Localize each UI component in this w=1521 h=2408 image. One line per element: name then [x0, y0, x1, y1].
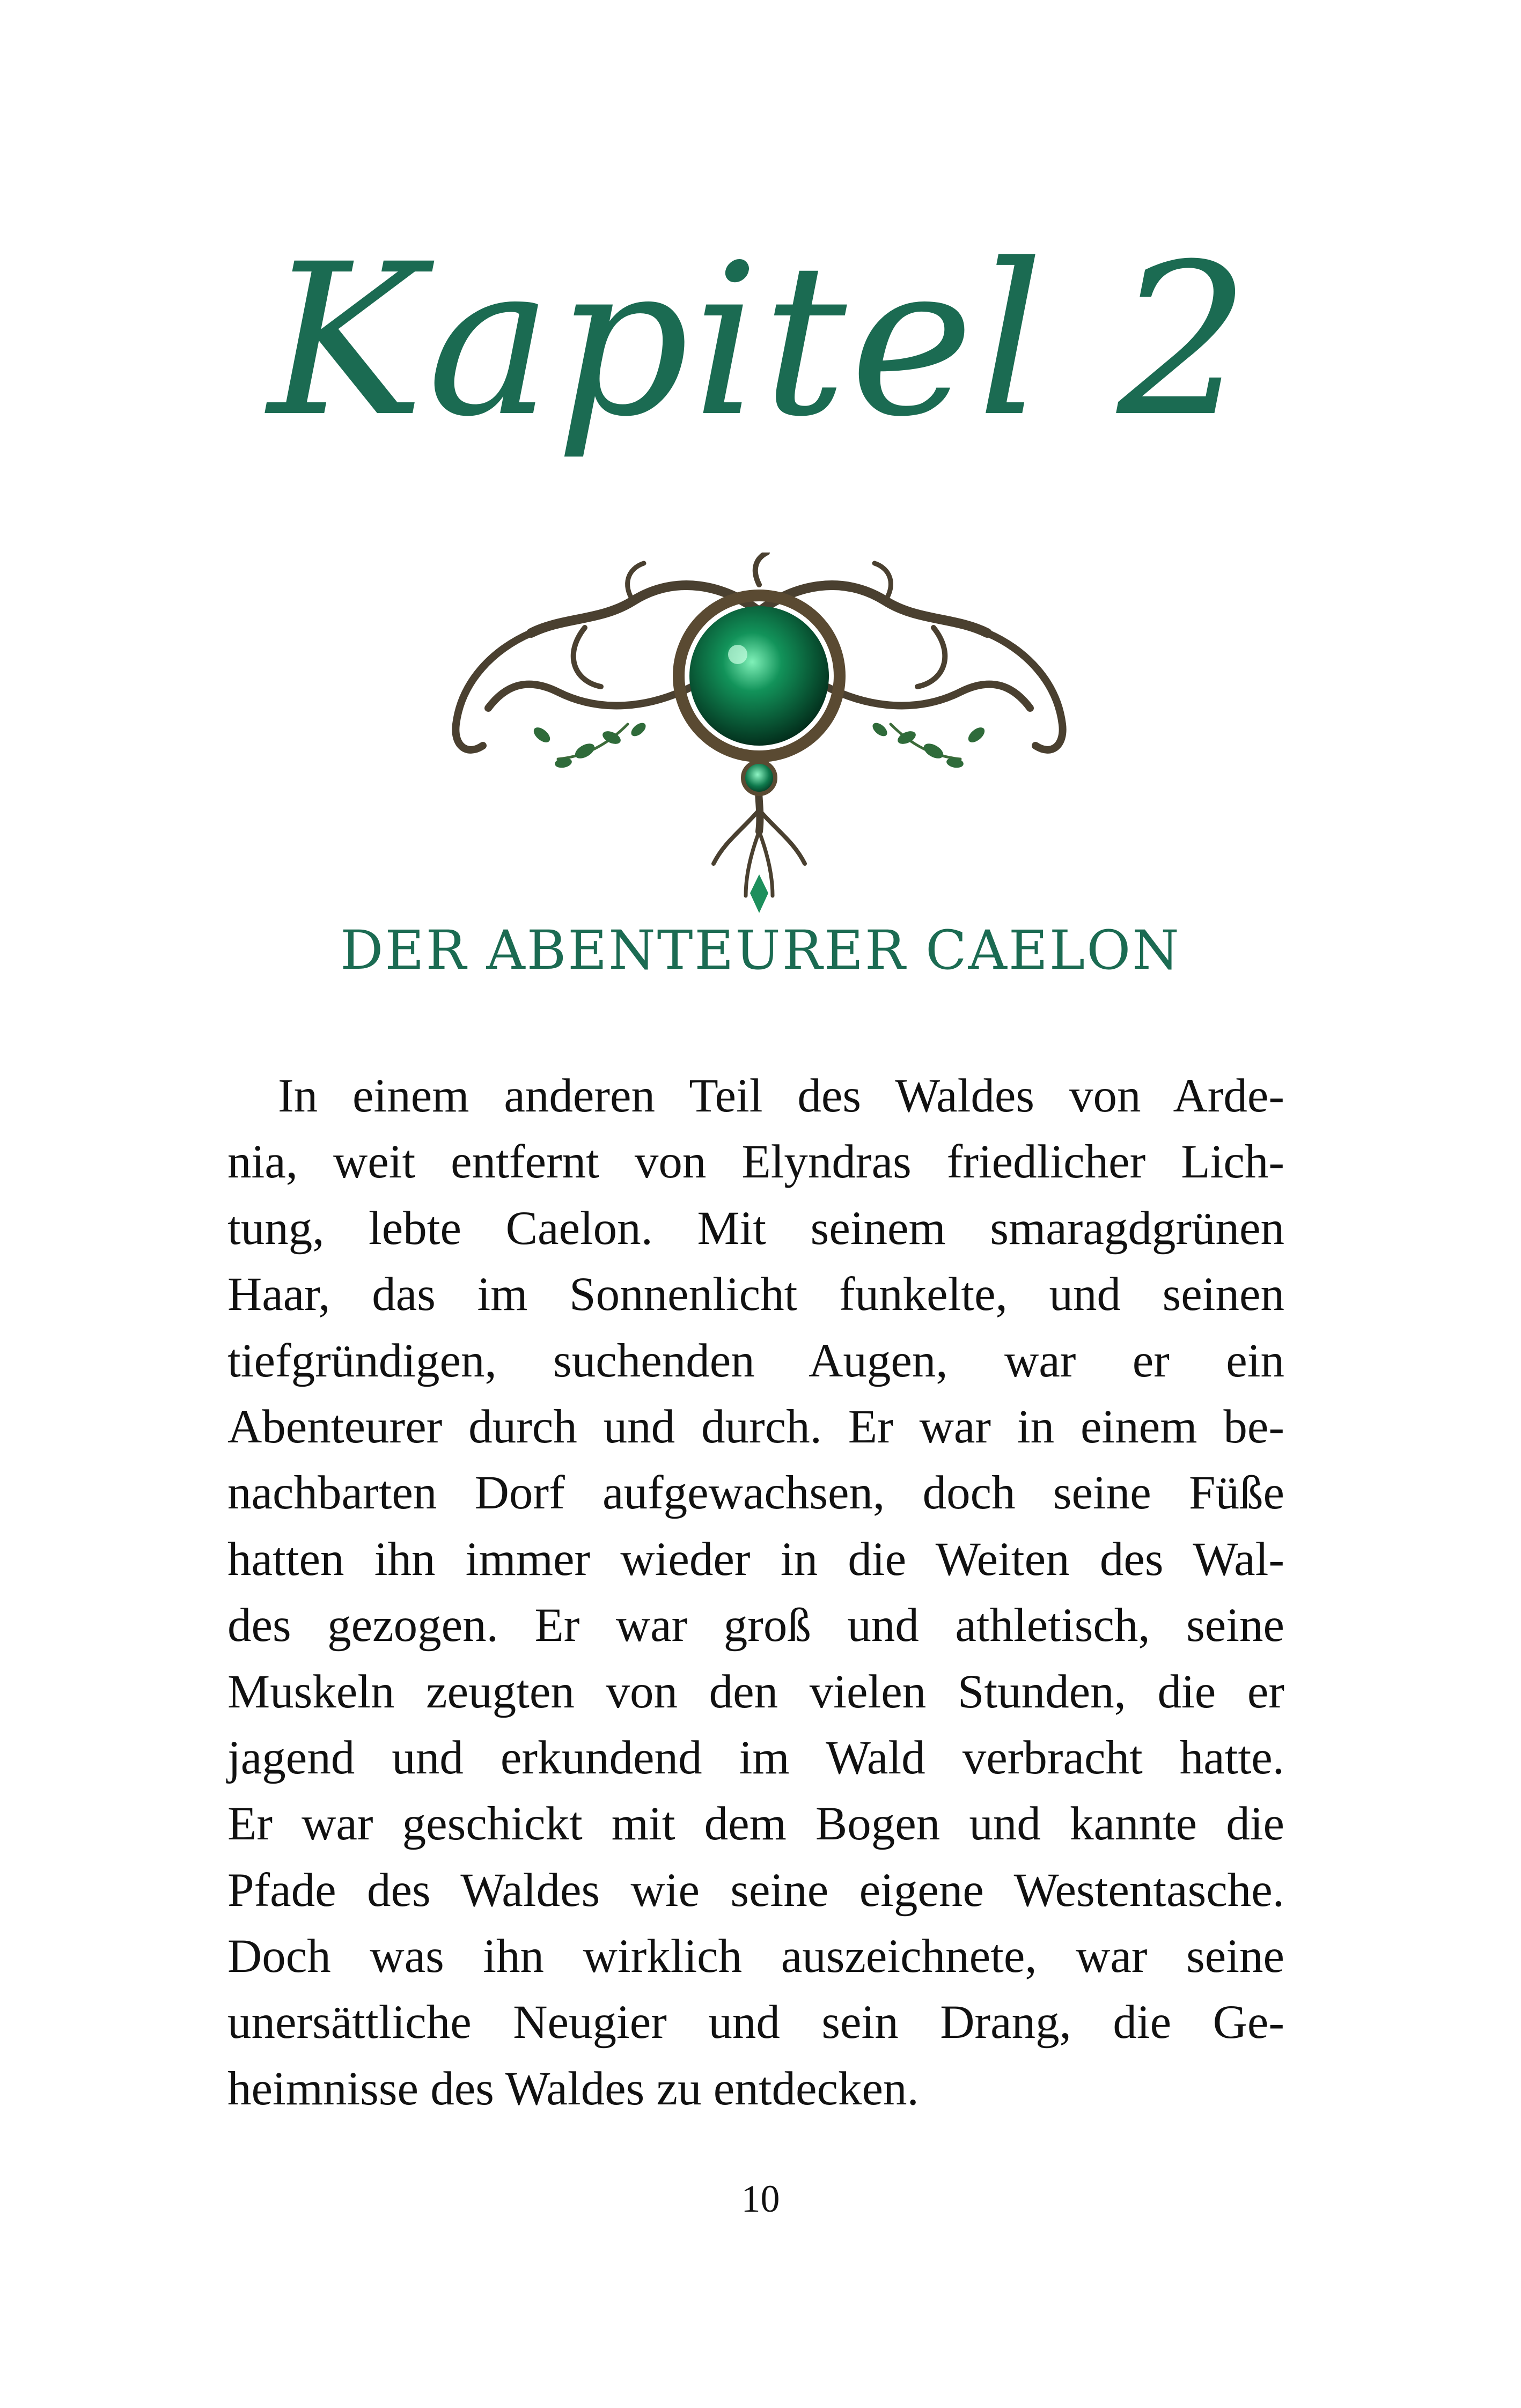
chapter-title: Kapitel 2: [268, 219, 1253, 462]
text-line: Haar, das im Sonnenlicht funkelte, und seinen: [227, 1268, 1284, 1321]
text-line: Abenteurer durch und durch. Er war in einem be-: [227, 1400, 1284, 1453]
chapter-subtitle: DER ABENTEURER CAELON: [340, 919, 1181, 982]
page-number: 10: [741, 2177, 780, 2220]
text-line: Doch was ihn wirklich auszeichnete, war seine: [227, 1930, 1284, 1983]
chapter-body-text: [227, 1063, 1284, 2122]
text-line: unersättliche Neugier und sein Drang, die Ge-: [227, 1996, 1284, 2049]
text-line: Muskeln zeugten von den vielen Stunden, die er: [227, 1665, 1284, 1718]
text-line: heimnisse des Waldes zu entdecken.: [227, 2062, 919, 2115]
text-line: tiefgründigen, suchenden Augen, war er ein: [227, 1334, 1284, 1387]
text-line: nia, weit entfernt von Elyndras friedlicher Lich-: [227, 1136, 1284, 1189]
text-line: Er war geschickt mit dem Bogen und kannte die: [227, 1798, 1284, 1851]
text-line: des gezogen. Er war groß und athletisch, seine: [227, 1599, 1284, 1652]
text-line: jagend und erkundend im Wald verbracht hatte.: [227, 1731, 1284, 1784]
text-line: nachbarten Dorf aufgewachsen, doch seine Füße: [227, 1467, 1284, 1520]
vine-ornament-icon: [424, 553, 1094, 917]
text-line: tung, lebte Caelon. Mit seinem smaragdgrünen: [227, 1202, 1284, 1255]
text-line: Pfade des Waldes wie seine eigene Westentasche.: [227, 1864, 1284, 1917]
text-line: hatten ihn immer wieder in die Weiten des Wal-: [227, 1533, 1284, 1586]
text-line: In einem anderen Teil des Waldes von Arde-: [278, 1070, 1284, 1122]
